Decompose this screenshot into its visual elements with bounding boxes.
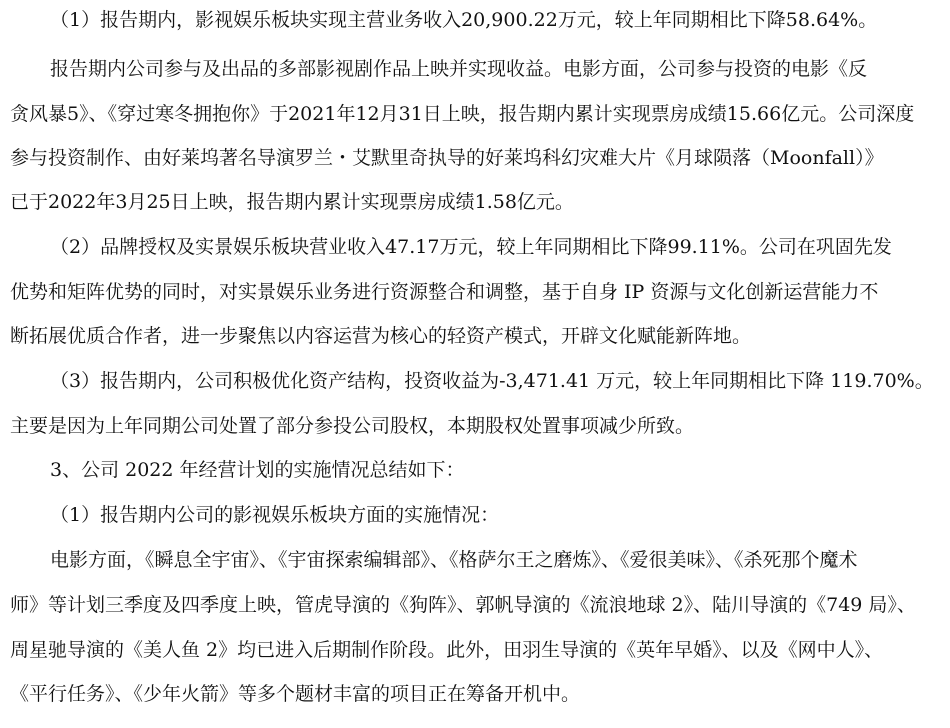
text-line: 周星驰导演的《美人鱼 2》均已进入后期制作阶段。此外，田羽生导演的《英年早婚》、以及《网中人》、 [10,639,884,661]
text-line: （2）品牌授权及实景娱乐板块营业收入47.17万元，较上年同期相比下降99.11%。公司在巩固先发 [50,236,892,258]
text-line: 《平行任务》、《少年火箭》等多个题材丰富的项目正在筹备开机中。 [10,683,581,705]
text-line: 断拓展优质合作者，进一步聚焦以内容运营为核心的轻资产模式，开辟文化赋能新阵地。 [10,325,752,347]
text-line: 优势和矩阵优势的同时，对实景娱乐业务进行资源整合和调整，基于自身 IP 资源与文化创新运营能力不 [10,281,879,303]
text-line: 报告期内公司参与及出品的多部影视剧作品上映并实现收益。电影方面，公司参与投资的电影《反 [50,58,868,80]
text-line: 贪风暴5》、《穿过寒冬拥抱你》于2021年12月31日上映，报告期内累计实现票房成绩15.66亿元。公司深度 [10,103,915,125]
text-line: 已于2022年3月25日上映，报告期内累计实现票房成绩1.58亿元。 [10,191,574,213]
text-line: 师》等计划三季度及四季度上映，管虎导演的《狗阵》、郭帆导演的《流浪地球 2》、陆川导演的《749 局》、 [10,594,916,616]
text-line: 电影方面，《瞬息全宇宙》、《宇宙探索编辑部》、《格萨尔王之磨炼》、《爱很美味》、《杀死那个魔术 [50,549,858,571]
text-line: 主要是因为上年同期公司处置了部分参投公司股权，本期股权处置事项减少所致。 [10,415,695,437]
text-line: （1）报告期内，影视娱乐板块实现主营业务收入20,900.22万元，较上年同期相比下降58.64%。 [50,9,878,31]
text-line: （3）报告期内，公司积极优化资产结构，投资收益为-3,471.41 万元，较上年同期相比下降 119.70%。 [50,370,934,392]
text-line: （1）报告期内公司的影视娱乐板块方面的实施情况： [50,504,500,526]
text-line: 参与投资制作、由好莱坞著名导演罗兰・艾默里奇执导的好莱坞科幻灾难大片《月球陨落（Moonfall）》 [10,147,884,169]
text-line: 3、公司 2022 年经营计划的实施情况总结如下： [50,459,465,481]
